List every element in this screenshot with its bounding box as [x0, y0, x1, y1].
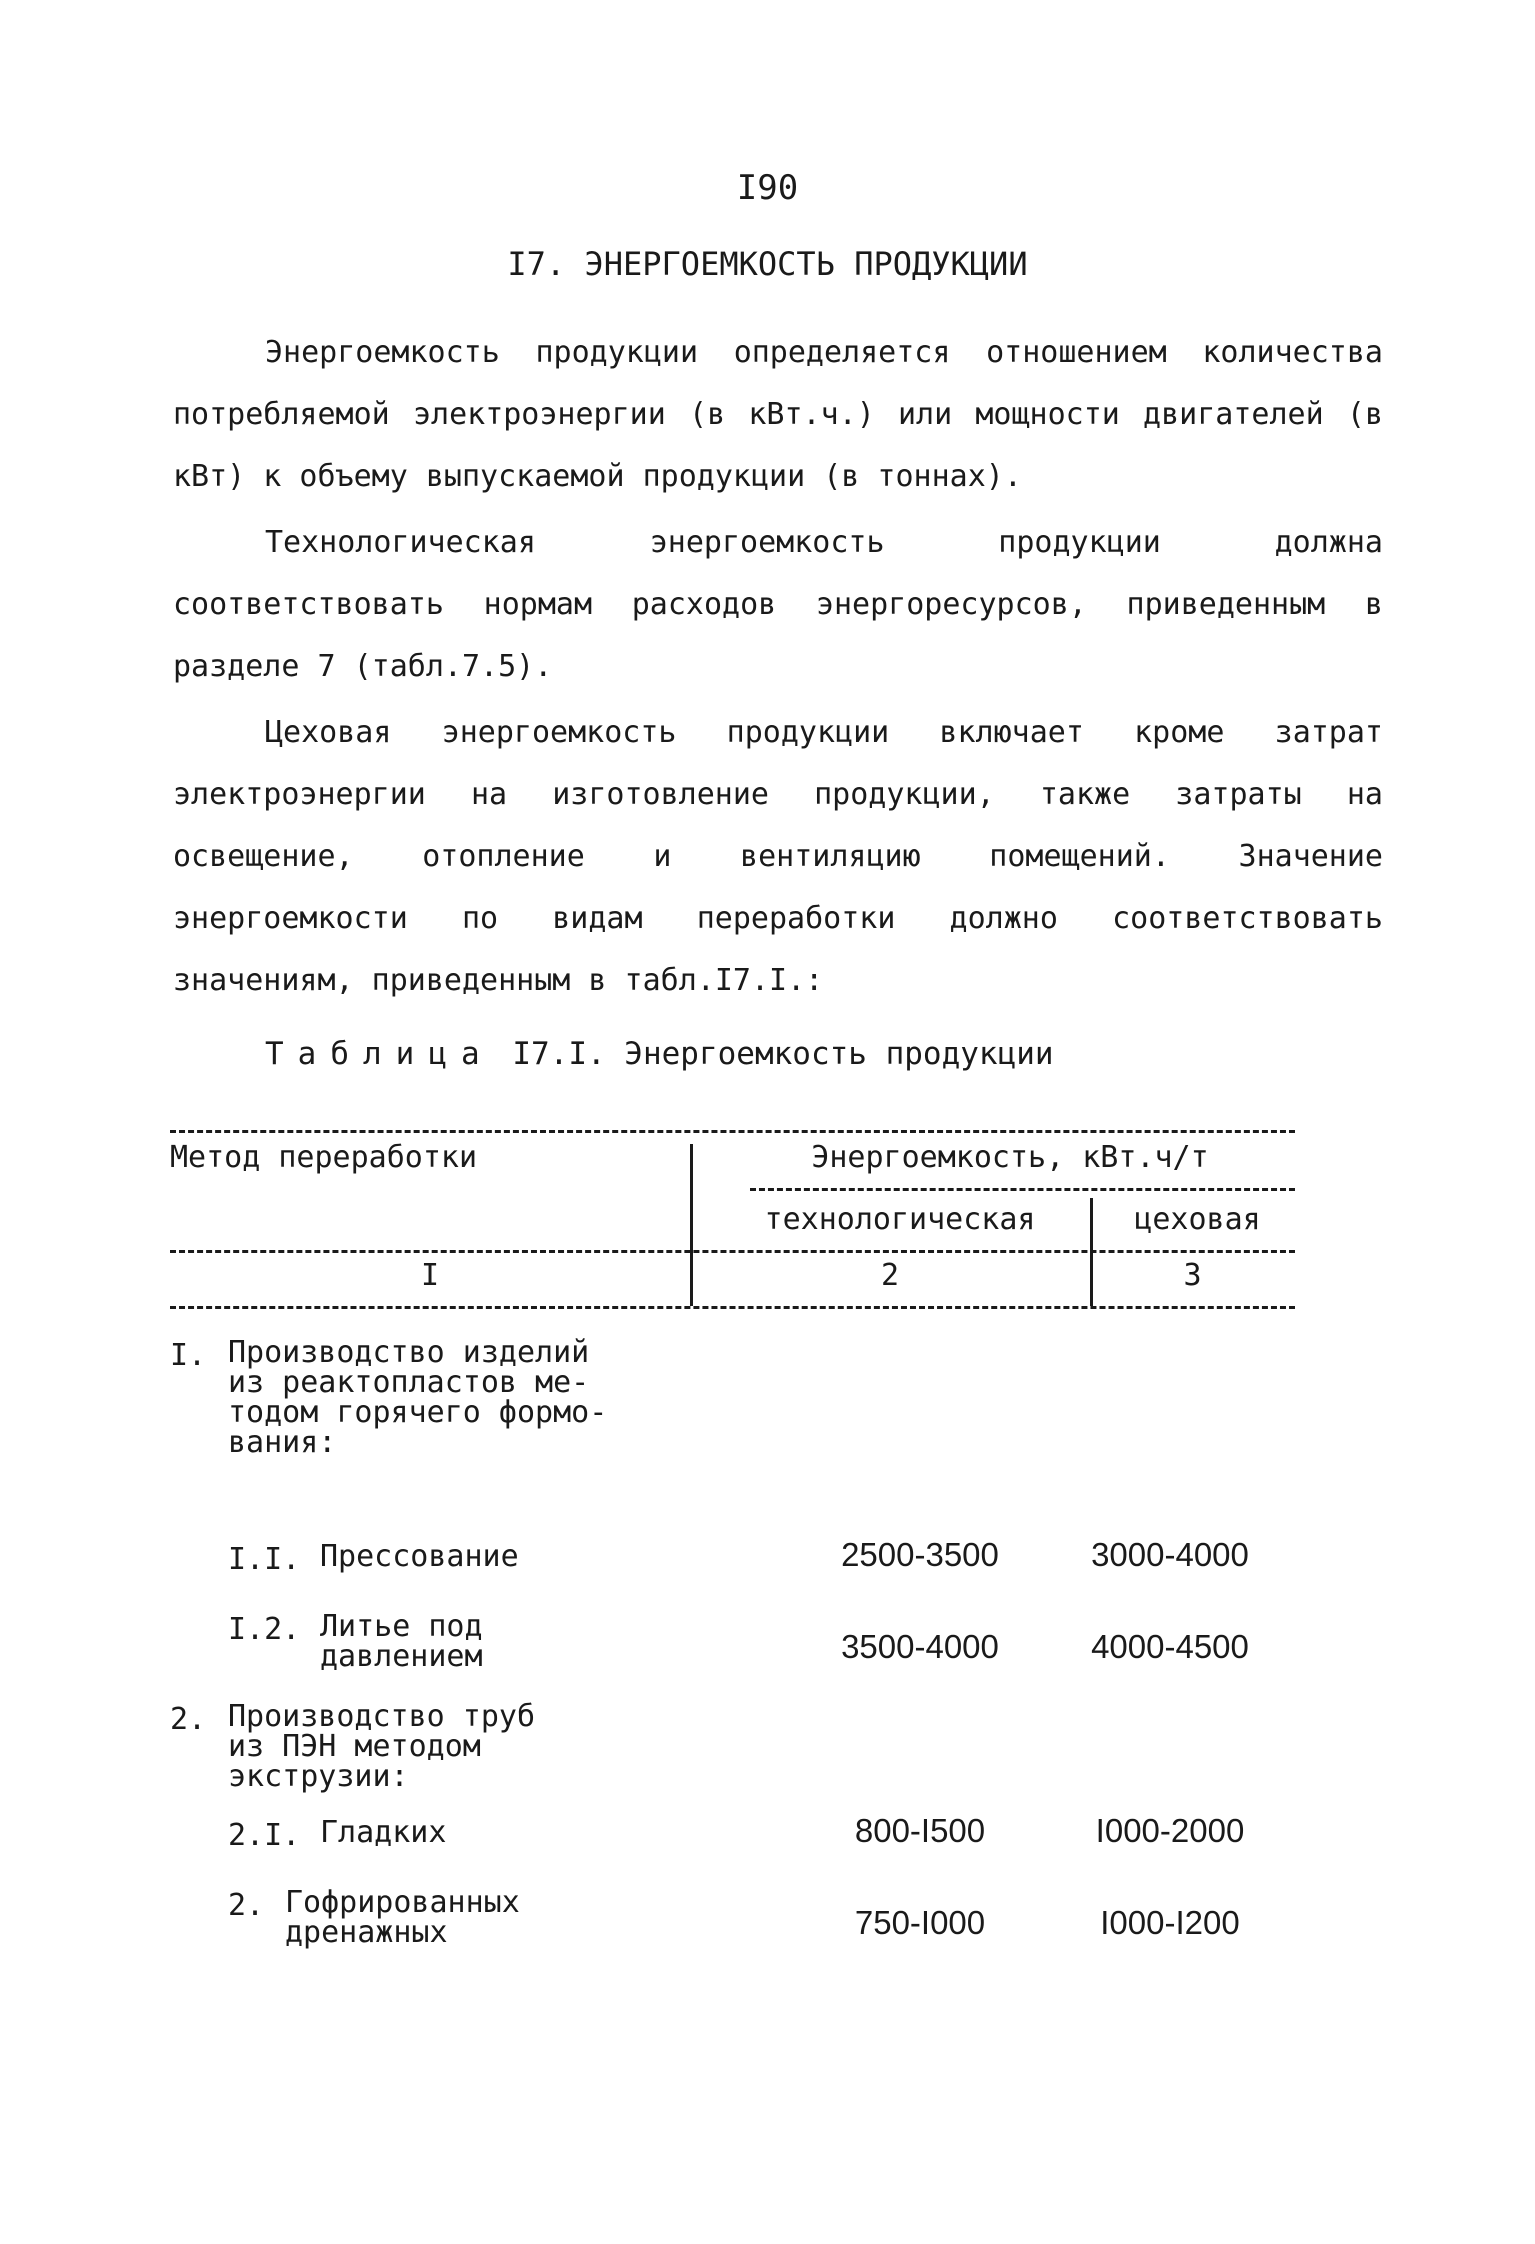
header-energy: Энергоемкость, кВт.ч/т: [811, 1140, 1209, 1175]
row-4-label: Производство труб из ПЭН методом экструзии:: [228, 1699, 536, 1794]
row-1-number: I.: [170, 1338, 207, 1373]
header-technological: технологическая: [764, 1202, 1036, 1237]
row-5-shop-value: I000-2000: [1095, 1812, 1245, 1849]
page-number: I90: [736, 168, 799, 208]
table-caption-text: I7.I. Энергоемкость продукции: [512, 1036, 1054, 1072]
table-caption-label: Таблица: [265, 1036, 494, 1072]
row-3-shop-value: 4000-4500: [1091, 1628, 1249, 1665]
row-2-shop-value: 3000-4000: [1091, 1536, 1249, 1573]
table-colnum-bottom-rule: [170, 1306, 1295, 1309]
header-method: Метод переработки: [170, 1140, 478, 1175]
row-2-number: I.I.: [228, 1542, 301, 1577]
row-1-label: Производство изделий из реактопластов ме- тодом горячего формо- вания:: [228, 1335, 608, 1460]
energy-table: [170, 1130, 1295, 2030]
row-2-label: Прессование: [320, 1539, 519, 1574]
row-6-tech-value: 750-I000: [854, 1904, 986, 1941]
row-3-label: Литье под давлением: [320, 1609, 483, 1674]
row-6-label: Гофрированных дренажных: [285, 1885, 520, 1950]
table-header-divider: [750, 1188, 1295, 1191]
paragraph-3: Цеховая энергоемкость продукции включает кроме затрат электроэнергии на изготовление продукции, также затраты на освещение, отопление и вентиляцию помещений. Значение энергоемкости по видам переработки должно соответствовать значениям, приведенным в табл.I7.I.:: [173, 715, 1383, 998]
paragraph-2: Технологическая энергоемкость продукции должна соответствовать нормам расходов энергоресурсов, приведенным в разделе 7 (табл.7.5).: [173, 525, 1383, 684]
row-6-number: 2.: [228, 1888, 265, 1923]
row-5-label: Гладких: [320, 1815, 447, 1850]
row-4-number: 2.: [170, 1702, 207, 1737]
row-3-tech-value: 3500-4000: [841, 1628, 999, 1665]
table-header-bottom-rule: [170, 1250, 1295, 1253]
row-3-number: I.2.: [228, 1612, 301, 1647]
table-top-rule: [170, 1130, 1295, 1133]
header-col-2: 2: [880, 1258, 900, 1293]
row-5-number: 2.I.: [228, 1818, 301, 1853]
header-col-1: I: [420, 1258, 440, 1293]
section-title: I7. ЭНЕРГОЕМКОСТЬ ПРОДУКЦИИ: [507, 245, 1028, 283]
paragraph-1: Энергоемкость продукции определяется отношением количества потребляемой электроэнергии (в кВт.ч.) или мощности двигателей (в кВт) к объему выпускаемой продукции (в тоннах).: [173, 335, 1383, 494]
header-shop: цеховая: [1134, 1202, 1261, 1237]
row-6-shop-value: I000-I200: [1100, 1904, 1240, 1941]
header-col-3: 3: [1183, 1258, 1202, 1293]
table-caption: [265, 1036, 1054, 1072]
row-2-tech-value: 2500-3500: [841, 1536, 999, 1573]
row-5-tech-value: 800-I500: [854, 1812, 986, 1849]
